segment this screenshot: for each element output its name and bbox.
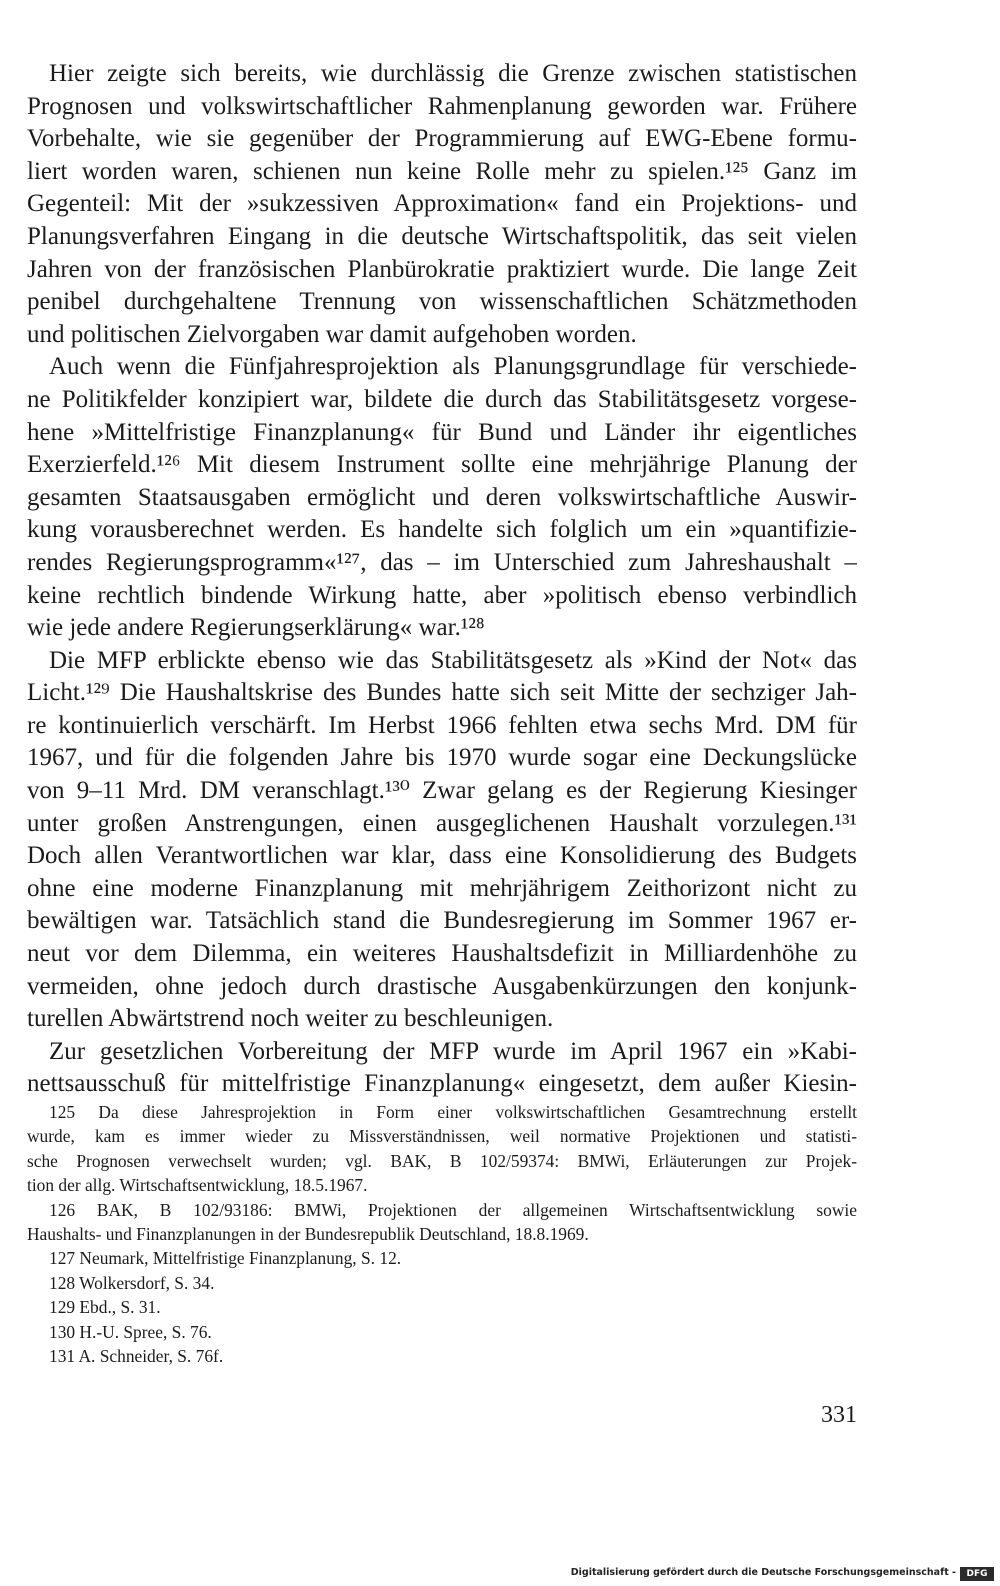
footnote-line: 131 A. Schneider, S. 76f.: [49, 1345, 224, 1366]
text-line: ohne eine moderne Finanzplanung mit mehrjährigem Zeithorizont nicht zu: [27, 874, 857, 902]
text-line: kung vorausberechnet werden. Es handelte sich folglich um ein »quantifizie-: [27, 516, 857, 544]
text-line: ne Politikfelder konzipiert war, bildete die durch das Stabilitätsgesetz vorgese-: [27, 385, 857, 413]
text-line: Jahren von der französischen Planbürokratie praktiziert wurde. Die lange Zeit: [27, 255, 857, 283]
footnote-line: 128 Wolkersdorf, S. 34.: [49, 1272, 215, 1293]
footnote-line: wurde, kam es immer wieder zu Missverständnissen, weil normative Projektionen und statisti-: [27, 1126, 857, 1147]
footnote-line: 129 Ebd., S. 31.: [49, 1297, 161, 1318]
text-line: neut vor dem Dilemma, ein weiteres Haushaltsdefizit in Milliardenhöhe zu: [27, 940, 857, 968]
text-line: hene »Mittelfristige Finanzplanung« für Bund und Länder ihr eigentliches: [27, 418, 857, 446]
text-line: Prognosen und volkswirtschaftlicher Rahmenplanung geworden war. Frühere: [27, 92, 857, 120]
text-line: Auch wenn die Fünfjahresprojektion als Planungsgrundlage für verschiede-: [49, 353, 857, 381]
text-line: rendes Regierungsprogramm«¹²⁷, das – im Unterschied zum Jahreshaushalt –: [27, 548, 857, 576]
text-line: turellen Abwärtstrend noch weiter zu beschleunigen.: [27, 1005, 554, 1033]
text-line: von 9–11 Mrd. DM veranschlagt.¹³⁰ Zwar gelang es der Regierung Kiesinger: [27, 777, 857, 805]
footnote-line: Haushalts- und Finanzplanungen in der Bundesrepublik Deutschland, 18.8.1969.: [27, 1223, 589, 1244]
text-line: bewältigen war. Tatsächlich stand die Bundesregierung im Sommer 1967 er-: [27, 907, 857, 935]
footnote-line: 126 BAK, B 102/93186: BMWi, Projektionen der allgemeinen Wirtschaftsentwicklung sowie: [49, 1199, 857, 1220]
footnote-line: 125 Da diese Jahresprojektion in Form einer volkswirtschaftlichen Gesamtrechnung erstellt: [49, 1102, 857, 1122]
text-line: Vorbehalte, wie sie gegenüber der Programmierung auf EWG-Ebene formu-: [27, 125, 857, 153]
text-line: und politischen Zielvorgaben war damit aufgehoben worden.: [27, 320, 637, 348]
main-text: [27, 58, 857, 1101]
text-line: nettsausschuß für mittelfristige Finanzplanung« eingesetzt, dem außer Kiesin-: [27, 1070, 857, 1098]
text-line: wie jede andere Regierungserklärung« war.¹²⁸: [27, 614, 485, 642]
text-line: Doch allen Verantwortlichen war klar, dass eine Konsolidierung des Budgets: [27, 842, 857, 870]
text-line: Hier zeigte sich bereits, wie durchlässig die Grenze zwischen statistischen: [49, 60, 857, 87]
dfg-logo: DFG: [960, 1567, 994, 1581]
text-line: Planungsverfahren Eingang in die deutsche Wirtschaftspolitik, das seit vielen: [27, 222, 857, 250]
footnote-line: sche Prognosen verwechselt wurden; vgl. BAK, B 102/59374: BMWi, Erläuterungen zur Projek-: [27, 1150, 857, 1171]
text-line: Zur gesetzlichen Vorbereitung der MFP wurde im April 1967 ein »Kabi-: [49, 1037, 857, 1065]
footnote-line: tion der allg. Wirtschaftsentwicklung, 18.5.1967.: [27, 1175, 368, 1196]
page-number: 331: [821, 1402, 857, 1428]
digitization-credit: Digitalisierung gefördert durch die Deutsche Forschungsgemeinschaft -: [570, 1567, 956, 1578]
footnotes: [27, 1100, 857, 1368]
text-line: unter großen Anstrengungen, einen ausgeglichenen Haushalt vorzulegen.¹³¹: [27, 809, 857, 837]
text-line: 1967, und für die folgenden Jahre bis 1970 wurde sogar eine Deckungslücke: [27, 744, 857, 772]
text-line: penibel durchgehaltene Trennung von wissenschaftlichen Schätzmethoden: [27, 288, 857, 316]
text-line: Die MFP erblickte ebenso wie das Stabilitätsgesetz als »Kind der Not« das: [49, 646, 857, 674]
text-line: re kontinuierlich verschärft. Im Herbst 1966 fehlten etwa sechs Mrd. DM für: [27, 711, 857, 739]
text-line: gesamten Staatsausgaben ermöglicht und deren volkswirtschaftliche Auswir-: [27, 483, 857, 511]
text-line: vermeiden, ohne jedoch durch drastische Ausgabenkürzungen den konjunk-: [27, 972, 857, 1000]
text-line: keine rechtlich bindende Wirkung hatte, aber »politisch ebenso verbindlich: [27, 581, 857, 609]
text-line: liert worden waren, schienen nun keine Rolle mehr zu spielen.¹²⁵ Ganz im: [27, 157, 857, 185]
text-line: Gegenteil: Mit der »sukzessiven Approximation« fand ein Projektions- und: [27, 190, 857, 218]
footnote-line: 130 H.-U. Spree, S. 76.: [49, 1321, 212, 1342]
text-line: Exerzierfeld.¹²⁶ Mit diesem Instrument sollte eine mehrjährige Planung der: [27, 451, 857, 479]
text-line: Licht.¹²⁹ Die Haushaltskrise des Bundes hatte sich seit Mitte der sechziger Jah-: [27, 679, 857, 707]
footnote-line: 127 Neumark, Mittelfristige Finanzplanung, S. 12.: [49, 1248, 402, 1269]
